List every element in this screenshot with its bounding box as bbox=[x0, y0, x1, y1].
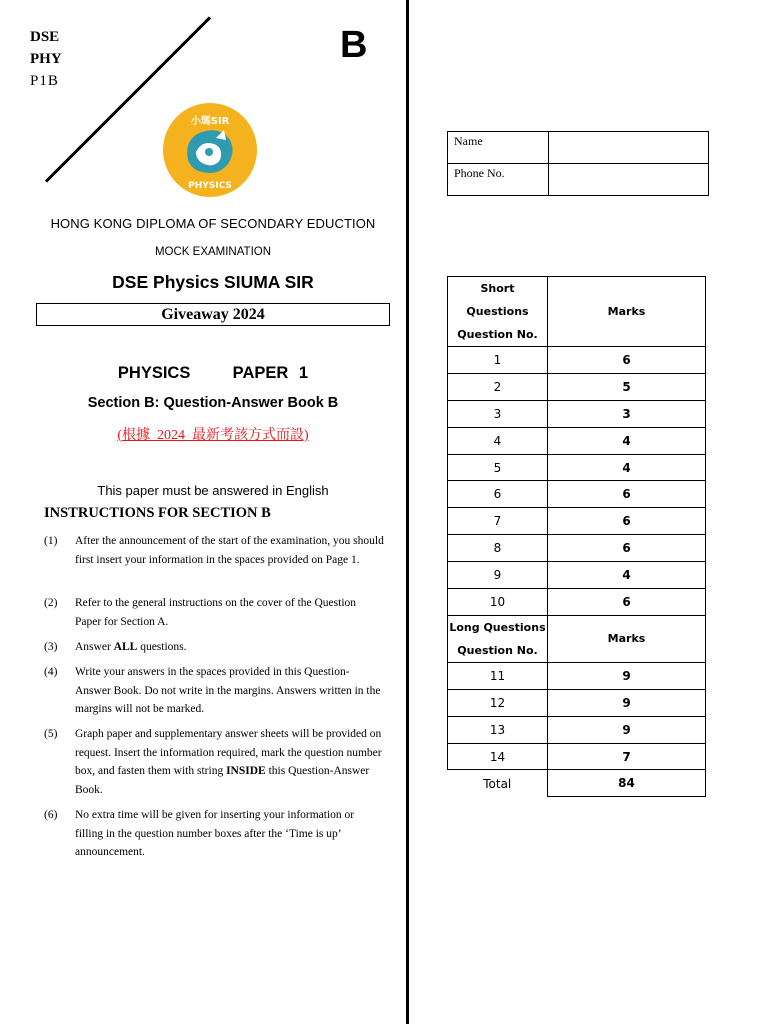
question-number: 7 bbox=[448, 508, 548, 535]
exam-title: DSE Physics SIUMA SIR bbox=[112, 272, 314, 292]
emphasis-text: ALL bbox=[113, 641, 138, 653]
question-number: 14 bbox=[448, 743, 548, 770]
question-number: 9 bbox=[448, 562, 548, 589]
question-header bbox=[448, 277, 548, 347]
phone-field[interactable] bbox=[549, 164, 709, 196]
table-header-row bbox=[448, 615, 706, 662]
instruction-number: (2) bbox=[44, 597, 58, 609]
section-label: Short Questions bbox=[466, 282, 529, 318]
section-label: Long Questions bbox=[449, 620, 546, 634]
instruction-number: (3) bbox=[44, 641, 58, 653]
instruction-number: (4) bbox=[44, 666, 58, 678]
table-row bbox=[448, 662, 706, 689]
logo-top-text: 小瑪SIR bbox=[190, 116, 230, 127]
table-row bbox=[448, 454, 706, 481]
instruction-item bbox=[44, 663, 384, 719]
question-marks: 6 bbox=[548, 508, 706, 535]
exam-type: MOCK EXAMINATION bbox=[154, 246, 272, 258]
question-marks: 9 bbox=[548, 662, 706, 689]
question-marks: 7 bbox=[548, 743, 706, 770]
exam-board: HONG KONG DIPLOMA OF SECONDARY EDUCTION bbox=[50, 216, 376, 231]
instructions-heading: INSTRUCTIONS FOR SECTION B bbox=[44, 505, 271, 521]
instruction-text: No extra time will be given for inserting your information or filling in the question number boxes after the ‘Time is up’ announcement. bbox=[75, 809, 355, 858]
question-marks: 6 bbox=[548, 535, 706, 562]
question-number: 4 bbox=[448, 427, 548, 454]
instruction-text: After the announcement of the start of the examination, you should first insert your information in the spaces provided on Page 1. bbox=[75, 535, 384, 566]
subject-code-paper: P1B bbox=[30, 73, 59, 89]
question-marks: 9 bbox=[548, 716, 706, 743]
total-row bbox=[448, 770, 706, 797]
instruction-text: Write your answers in the spaces provided in this Question-Answer Book. Do not write in the margins. Answers written in the margins will not be marked. bbox=[75, 666, 381, 715]
language-note: This paper must be answered in English bbox=[97, 483, 329, 498]
marks-header: Marks bbox=[548, 277, 706, 347]
question-number: 6 bbox=[448, 481, 548, 508]
instruction-text: Refer to the general instructions on the cover of the Question Paper for Section A. bbox=[75, 597, 357, 628]
table-row bbox=[448, 400, 706, 427]
table-row bbox=[448, 743, 706, 770]
page-divider bbox=[406, 0, 409, 1024]
instruction-number: (6) bbox=[44, 809, 58, 821]
phone-label: Phone No. bbox=[448, 164, 549, 196]
question-marks: 9 bbox=[548, 689, 706, 716]
question-marks: 3 bbox=[548, 400, 706, 427]
question-marks: 4 bbox=[548, 562, 706, 589]
question-marks: 4 bbox=[548, 454, 706, 481]
question-no-label: Question No. bbox=[457, 643, 538, 657]
question-number: 8 bbox=[448, 535, 548, 562]
question-marks: 4 bbox=[548, 427, 706, 454]
table-row bbox=[448, 716, 706, 743]
question-marks: 6 bbox=[548, 589, 706, 616]
table-header-row bbox=[448, 277, 706, 347]
question-number: 5 bbox=[448, 454, 548, 481]
question-no-label: Question No. bbox=[457, 328, 538, 341]
instruction-number: (1) bbox=[44, 535, 58, 547]
question-marks: 5 bbox=[548, 373, 706, 400]
giveaway-box: Giveaway 2024 bbox=[36, 303, 390, 326]
question-number: 11 bbox=[448, 662, 548, 689]
siuma-sir-physics-logo bbox=[162, 102, 258, 198]
candidate-info-table bbox=[447, 131, 709, 196]
total-value: 84 bbox=[548, 770, 706, 797]
question-number: 12 bbox=[448, 689, 548, 716]
question-marks: 6 bbox=[548, 481, 706, 508]
subject-code-dse: DSE bbox=[30, 29, 60, 45]
instruction-number: (5) bbox=[44, 728, 58, 740]
book-letter: B bbox=[340, 24, 368, 66]
table-row bbox=[448, 589, 706, 616]
question-number: 1 bbox=[448, 347, 548, 374]
total-label: Total bbox=[483, 776, 512, 791]
subject-code-phy: PHY bbox=[30, 51, 62, 67]
marks-header: Marks bbox=[548, 615, 706, 662]
question-number: 2 bbox=[448, 373, 548, 400]
instruction-item: (3) Answer ALL questions. bbox=[44, 638, 384, 656]
logo-bottom-text: PHYSICS bbox=[188, 181, 232, 191]
marks-table bbox=[447, 276, 706, 797]
table-row bbox=[448, 689, 706, 716]
table-row bbox=[448, 373, 706, 400]
instruction-item bbox=[44, 532, 384, 588]
section-title: Section B: Question-Answer Book B bbox=[87, 395, 339, 411]
emphasis-text: INSIDE bbox=[226, 765, 266, 777]
table-row bbox=[448, 427, 706, 454]
table-row bbox=[448, 535, 706, 562]
table-row bbox=[448, 562, 706, 589]
instruction-item: (5) Graph paper and supplementary answer sheets will be provided on request. Insert the information required, mark the question number box, and fasten them with string INSIDE this Question-Answer Book. bbox=[44, 725, 384, 799]
question-marks: 6 bbox=[548, 347, 706, 374]
paper-title: PHYSICS PAPER 1 bbox=[117, 364, 309, 382]
instruction-item bbox=[44, 594, 384, 632]
question-number: 13 bbox=[448, 716, 548, 743]
question-header bbox=[448, 615, 548, 662]
name-field[interactable] bbox=[549, 132, 709, 164]
name-label: Name bbox=[448, 132, 549, 164]
question-number: 3 bbox=[448, 400, 548, 427]
table-row bbox=[448, 347, 706, 374]
table-row bbox=[448, 481, 706, 508]
chinese-note: (根據 2024 最新考該方式而設) bbox=[117, 428, 309, 443]
table-row bbox=[448, 508, 706, 535]
question-number: 10 bbox=[448, 589, 548, 616]
instruction-item bbox=[44, 806, 384, 862]
